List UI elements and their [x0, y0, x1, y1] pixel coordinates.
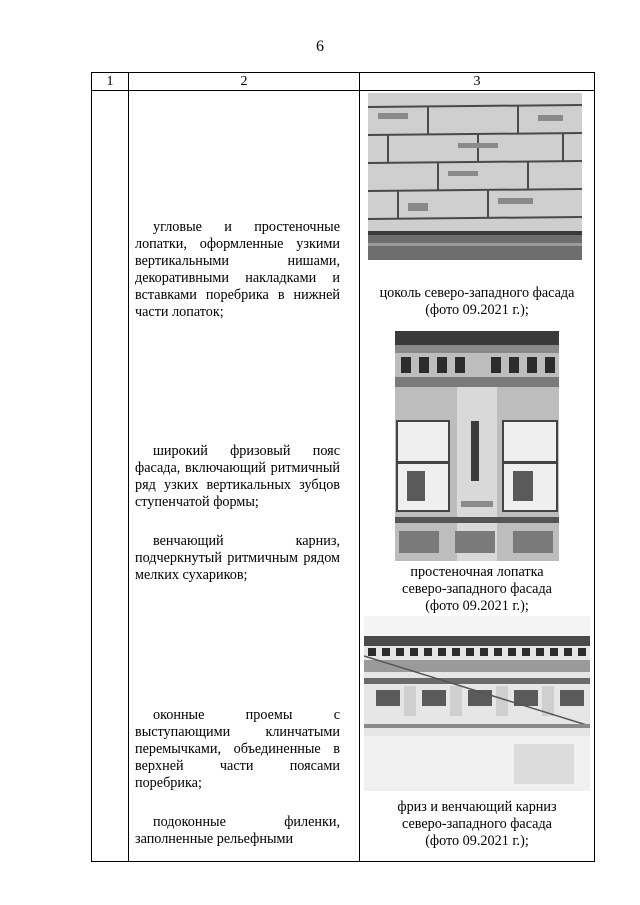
photo-caption: северо-западного фасада	[402, 581, 552, 597]
photo-caption: цоколь северо-западного фасада	[379, 285, 575, 301]
body-cell-2	[129, 91, 360, 862]
header-cell-2: 2	[129, 73, 360, 91]
table-header-row	[92, 73, 595, 91]
pilaster-photo	[395, 331, 559, 561]
page-number: 6	[316, 38, 324, 55]
body-cell-3	[360, 91, 595, 862]
photo-caption: (фото 09.2021 г.);	[425, 302, 529, 318]
frieze-photo	[364, 616, 590, 791]
header-cell-1: 1	[92, 73, 129, 91]
description-paragraph: венчающий карниз, подчеркнутый ритмичным рядом мелких сухариков;	[135, 533, 340, 583]
photo-caption: (фото 09.2021 г.);	[425, 598, 529, 614]
description-paragraph: оконные проемы с выступающими клинчатыми перемычками, объединенные в верхней части поясами поребрика;	[135, 707, 340, 791]
photo-caption: простеночная лопатка	[410, 564, 544, 580]
description-paragraph: подоконные филенки, заполненные рельефными	[135, 814, 340, 847]
description-paragraph: широкий фризовый пояс фасада, включающий ритмичный ряд узких вертикальных зубцов ступенчатой формы;	[135, 443, 340, 510]
photo-caption: фриз и венчающий карниз	[397, 799, 557, 815]
monument-table	[91, 72, 595, 862]
table-body-row	[92, 91, 595, 862]
body-cell-1	[92, 91, 129, 862]
photo-caption: северо-западного фасада	[402, 816, 552, 832]
header-cell-3: 3	[360, 73, 595, 91]
photo-caption: (фото 09.2021 г.);	[425, 833, 529, 849]
description-paragraph: угловые и простеночные лопатки, оформленные узкими вертикальными нишами, декоративными накладками и вставками поребрика в нижней части лопаток;	[135, 219, 340, 320]
brick-wall-photo	[368, 93, 582, 260]
